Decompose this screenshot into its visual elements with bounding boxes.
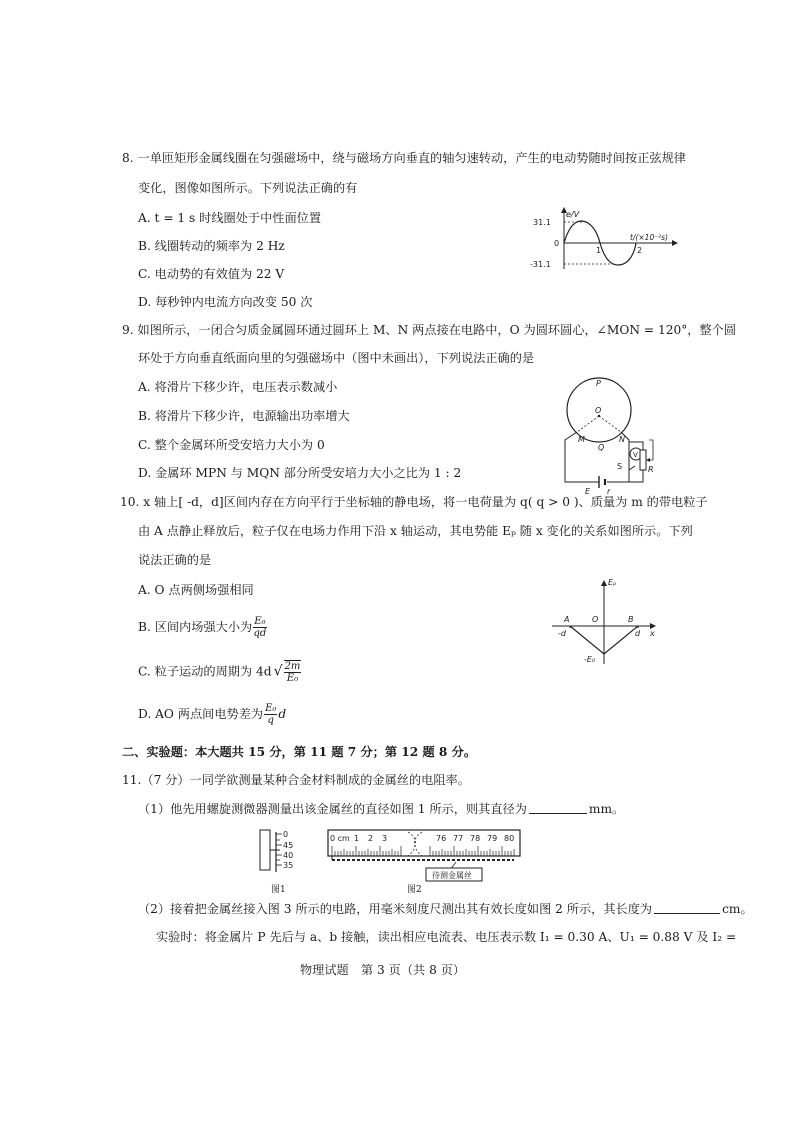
q9-label-r: R [648,465,654,474]
q8-emf-graph [530,205,680,275]
q8-graph-tick1: 1 [596,246,602,255]
q10-option-b-fraction [253,616,266,639]
q10-graph-label-o: O [592,615,599,624]
q11-fig2-tick-76: 76 [436,834,447,843]
q9-label-r-internal: r [607,487,611,496]
q11-part1-prefix: （1）他先用螺旋测微器测量出该金属丝的直径如图 1 所示，则其直径为 [138,802,527,816]
q9-label-m: M [578,435,585,444]
q10-option-c-sqrt: √ $\frac{2m}{\text{E₀}}$ [273,661,301,684]
q8-option-c: C. 电动势的有效值为 22 V [138,267,285,281]
q10-graph-label-a: A [564,615,570,624]
q10-option-b-numerator: E₀ [254,616,266,627]
q9-circuit-diagram [555,376,665,494]
q11-part2 [138,901,753,917]
q9-label-e: E [585,487,591,496]
q8-stem-line1: 8. 一单匝矩形金属线圈在匀强磁场中，绕与磁场方向垂直的轴匀速转动，产生的电动势随时间按正弦规律 [122,151,686,165]
q11-part2-unit: cm。 [722,902,753,916]
q11-part1-answer-blank[interactable] [529,801,587,814]
q9-label-q: Q [598,443,605,452]
q10-graph-label-b: B [628,615,634,624]
q10-option-b [138,616,268,639]
q10-graph-label-d: d [635,629,641,638]
q10-option-d-suffix: d [278,707,287,721]
q10-stem-line1: 10. x 轴上[ -d，d]区间内存在方向平行于坐标轴的静电场，将一电荷量为 q( q > 0 )、质量为 m 的带电粒子 [120,495,708,509]
q8-graph-yzero: 0 [554,239,560,248]
q9-option-b: B. 将滑片下移少许，电源输出功率增大 [138,409,350,423]
q9-option-d: D. 金属环 MPN 与 MQN 部分所受安培力大小之比为 1 : 2 [138,466,462,480]
q11-part2-answer-blank[interactable] [654,901,720,914]
q8-option-a: A. t = 1 s 时线圈处于中性面位置 [138,211,322,225]
q8-graph-tick2: 2 [637,246,643,255]
q11-fig2-tick-80: 80 [504,834,515,843]
q11-fig2-wire-label: 待测金属丝 [432,871,472,880]
q11-fig2-tick-78: 78 [470,834,481,843]
q11-part2-line2: 实验时：将金属片 P 先后与 a、b 接触，读出相应电流表、电压表示数 I₁ = 0.30 A、U₁ = 0.88 V 及 I₂ = [156,930,737,944]
q8-stem-line2: 变化，图像如图所示。下列说法正确的有 [138,181,358,195]
q11-fig2-ruler [326,828,522,884]
q10-option-c-numerator: 2m [284,661,301,672]
q11-fig2-tick-2: 2 [368,834,374,843]
q10-graph-ylabel: Eₚ [608,578,617,587]
q11-fig1-caption: 图1 [271,885,286,895]
section-2-title: 二、实验题：本大题共 15 分，第 11 题 7 分；第 12 题 8 分。 [122,745,477,759]
q10-option-c-denominator: E₀ [286,673,299,684]
q11-part1-unit: mm。 [588,802,625,816]
q10-option-d [138,703,286,726]
page-footer: 物理试题 第 3 页（共 8 页） [300,963,466,977]
q10-option-b-prefix: B. 区间内场强大小为 [138,620,253,634]
q11-fig2-tick-1: 1 [354,834,360,843]
q10-option-a: A. O 点两侧场强相同 [138,583,254,597]
q11-fig2-tick-0cm: 0 cm [330,834,350,843]
q11-stem: 11.（7 分）一同学欲测量某种合金材料制成的金属丝的电阻率。 [122,773,470,787]
q9-option-a: A. 将滑片下移少许，电压表示数减小 [138,380,338,394]
q11-fig1-scale-35: 35 [283,861,294,870]
q11-fig2-tick-3: 3 [382,834,388,843]
q9-stem-line2: 环处于方向垂直纸面向里的匀强磁场中（图中未画出），下列说法正确的是 [138,351,535,365]
q10-option-d-numerator: E₀ [265,703,277,714]
q9-option-c: C. 整个金属环所受安培力大小为 0 [138,438,325,452]
q10-potential-energy-graph [548,574,663,666]
q9-label-o: O [595,406,602,415]
q11-part1 [138,801,624,817]
q10-option-c [138,660,302,684]
q11-fig1-micrometer [258,826,302,874]
q11-part2-prefix: （2）接着把金属丝接入图 3 所示的电路，用毫米刻度尺测出其有效长度如图 2 所示，其长度为 [138,902,653,916]
q9-label-s: S [617,462,623,471]
q8-option-d: D. 每秒钟内电流方向改变 50 次 [138,295,313,309]
q10-option-c-fraction [284,660,302,684]
q10-option-d-prefix: D. AO 两点间电势差为 [138,707,264,721]
q10-stem-line2: 由 A 点静止释放后，粒子仅在电场力作用下沿 x 轴运动，其电势能 Eₚ 随 x 变化的关系如图所示。下列 [138,524,693,538]
q9-label-v: V [633,451,638,459]
q11-fig1-scale-40: 40 [283,851,294,860]
q8-graph-ymin: -31.1 [530,260,551,269]
q10-option-d-fraction [264,703,277,726]
q11-fig2-tick-77: 77 [453,834,464,843]
q8-graph-xlabel: t/(×10⁻²s) [630,233,669,242]
q11-fig1-scale-45: 45 [283,841,294,850]
q10-option-b-denominator: qd [253,628,267,639]
q10-option-d-denominator: q [267,715,274,726]
q9-stem-line1: 9. 如图所示，一闭合匀质金属圆环通过圆环上 M、N 两点接在电路中，O 为圆环圆心，∠MON = 120°，整个圆 [122,323,737,337]
q11-fig1-scale-0: 0 [283,830,289,839]
q11-fig2-caption: 图2 [407,885,422,895]
q10-graph-label-neg-d: -d [558,629,566,638]
q8-option-b: B. 线圈转动的频率为 2 Hz [138,239,285,253]
q10-graph-label-neg-e0: -E₀ [584,655,596,664]
q8-graph-ylabel: e/V [566,210,580,219]
q11-fig2-tick-79: 79 [487,834,498,843]
q9-label-p: P [596,379,601,388]
q10-stem-line3: 说法正确的是 [138,553,212,567]
q9-label-n: N [619,435,625,444]
q10-option-c-prefix: C. 粒子运动的周期为 4d [138,664,272,679]
q10-graph-xlabel: x [650,629,655,638]
q8-graph-ymax: 31.1 [533,218,551,227]
